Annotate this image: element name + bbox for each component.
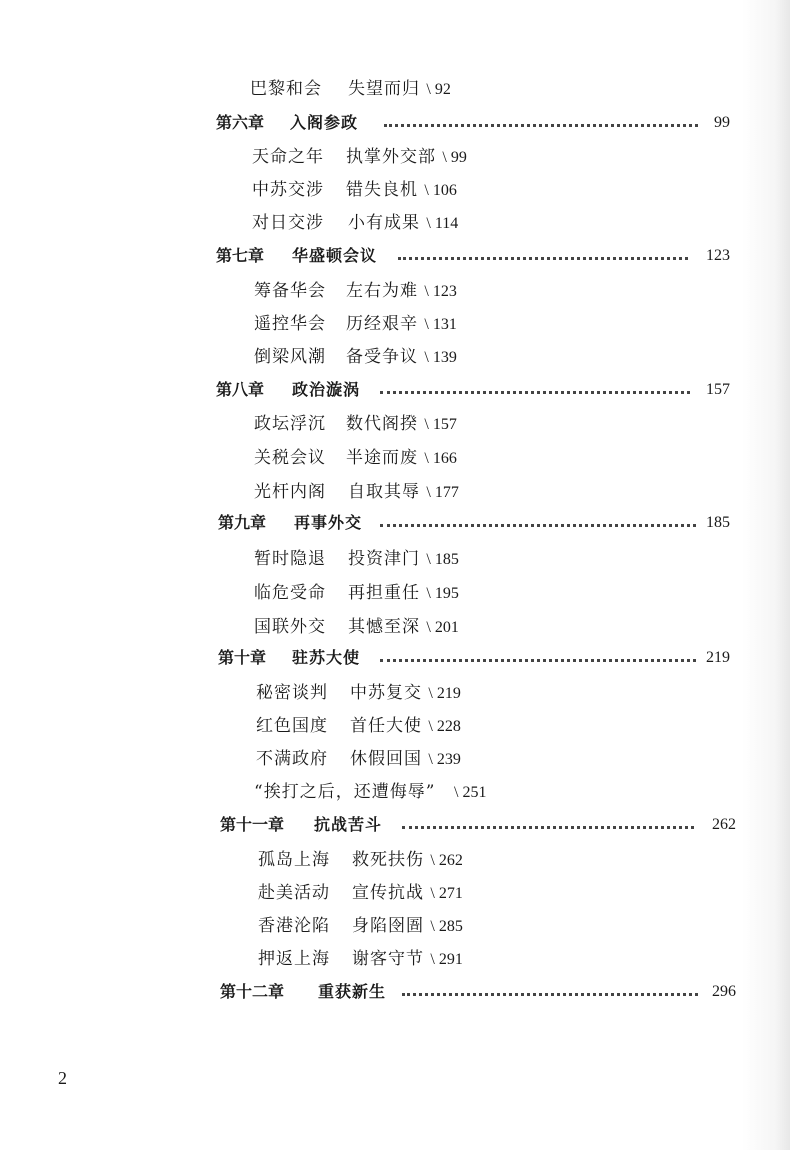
toc-chapter-row [0, 643, 790, 673]
section-title: 不满政府 [256, 749, 328, 769]
toc-section-row [0, 711, 790, 741]
section-page: \ 285 [430, 918, 463, 935]
section-title: 红色国度 [256, 716, 328, 736]
section-subtitle: 备受争议 \ 139 [346, 347, 457, 367]
chapter-label: 第七章 [216, 246, 265, 265]
section-title: 倒梁风潮 [254, 347, 326, 367]
chapter-title: 驻苏大使 [292, 648, 361, 667]
section-title: 天命之年 [252, 147, 324, 167]
section-page: \ 106 [424, 182, 457, 199]
section-subtitle: 再担重任 \ 195 [348, 583, 459, 603]
chapter-label: 第九章 [218, 513, 267, 532]
section-subtitle: 错失良机 \ 106 [346, 180, 457, 200]
chapter-title: 华盛顿会议 [292, 246, 378, 265]
toc-section-row [0, 944, 790, 974]
section-page: \ 131 [424, 316, 457, 333]
toc-section-row [0, 175, 790, 205]
chapter-title: 入阁参政 [290, 113, 359, 132]
chapter-title: 再事外交 [294, 513, 363, 532]
section-title: 遥控华会 [254, 314, 326, 334]
section-page: \ 271 [430, 885, 463, 902]
section-page: \ 114 [426, 215, 459, 232]
section-subtitle: 执掌外交部 \ 99 [346, 147, 467, 167]
toc-section-row [0, 678, 790, 708]
section-page: \ 92 [426, 81, 451, 98]
section-subtitle: 其憾至深 \ 201 [348, 617, 459, 637]
toc-section-row [0, 578, 790, 608]
section-subtitle: 小有成果 \ 114 [348, 213, 459, 233]
toc-section-row [0, 744, 790, 774]
chapter-label: 第十一章 [220, 815, 285, 834]
section-title: 筹备华会 [254, 281, 326, 301]
section-page: \ 291 [430, 951, 463, 968]
section-title: 香港沦陷 [258, 916, 330, 936]
section-subtitle: 中苏复交 \ 219 [350, 683, 461, 703]
section-subtitle: 救死扶伤 \ 262 [352, 850, 463, 870]
chapter-page: 296 [712, 983, 736, 1000]
chapter-page: 185 [706, 514, 730, 531]
section-subtitle [454, 777, 486, 808]
section-title: 秘密谈判 [256, 683, 328, 703]
section-title: 国联外交 [254, 617, 326, 637]
toc-section-row [0, 911, 790, 941]
section-subtitle: 宣传抗战 \ 271 [352, 883, 463, 903]
toc-chapter-row [0, 241, 790, 271]
dot-leader [380, 391, 690, 394]
chapter-label: 第八章 [216, 380, 265, 399]
section-title: 赴美活动 [258, 883, 330, 903]
toc-chapter-row [0, 977, 790, 1007]
dot-leader [402, 826, 694, 829]
toc-section-row [0, 878, 790, 908]
section-title: 光杆内阁 [254, 482, 326, 502]
section-subtitle: 数代阁揆 \ 157 [346, 414, 457, 434]
section-subtitle: 休假回国 \ 239 [350, 749, 461, 769]
section-subtitle: 谢客守节 \ 291 [352, 949, 463, 969]
chapter-page: 262 [712, 816, 736, 833]
section-title: 临危受命 [254, 583, 326, 603]
section-title: 关税会议 [254, 448, 326, 468]
toc-section-row [0, 777, 790, 807]
section-page: \ 123 [424, 283, 457, 300]
dot-leader [402, 993, 698, 996]
section-title: 孤岛上海 [258, 850, 330, 870]
section-page: \ 251 [454, 784, 487, 801]
section-page: \ 219 [428, 685, 461, 702]
toc-section-row [0, 409, 790, 439]
toc-section-row [0, 276, 790, 306]
section-subtitle: 自取其辱 \ 177 [348, 482, 459, 502]
chapter-page: 157 [706, 381, 730, 398]
section-page: \ 201 [426, 619, 459, 636]
toc-section-row [0, 477, 790, 507]
section-subtitle: 身陷囹圄 \ 285 [352, 916, 463, 936]
chapter-page: 99 [714, 114, 730, 131]
toc-section-row [0, 208, 790, 238]
section-title: 对日交涉 [252, 213, 324, 233]
toc-section-row [0, 342, 790, 372]
section-title: 巴黎和会 [250, 79, 322, 99]
section-title: 押返上海 [258, 949, 330, 969]
section-page: \ 228 [428, 718, 461, 735]
page-number: 2 [58, 1068, 67, 1088]
section-page: \ 99 [442, 149, 467, 166]
section-subtitle: 首任大使 \ 228 [350, 716, 461, 736]
section-page: \ 239 [428, 751, 461, 768]
dot-leader [380, 524, 696, 527]
section-page: \ 177 [426, 484, 459, 501]
dot-leader [384, 124, 698, 127]
section-title: 政坛浮沉 [254, 414, 326, 434]
toc-section-row [0, 443, 790, 473]
section-page: \ 139 [424, 349, 457, 366]
dot-leader [398, 257, 688, 260]
section-subtitle: 投资津门 \ 185 [348, 549, 459, 569]
section-title: 中苏交涉 [252, 180, 324, 200]
section-subtitle: 半途而废 \ 166 [346, 448, 457, 468]
dot-leader [380, 659, 696, 662]
section-page: \ 185 [426, 551, 459, 568]
section-page: \ 166 [424, 450, 457, 467]
toc-section-row [0, 309, 790, 339]
toc-chapter-row [0, 108, 790, 138]
chapter-title: 重获新生 [318, 982, 387, 1001]
toc-section-row [0, 612, 790, 642]
toc-chapter-row [0, 375, 790, 405]
toc-chapter-row [0, 810, 790, 840]
chapter-title: 抗战苦斗 [314, 815, 383, 834]
toc-section-row [0, 544, 790, 574]
toc-section-row [0, 142, 790, 172]
chapter-page: 219 [706, 649, 730, 666]
section-subtitle: 失望而归 \ 92 [348, 79, 451, 99]
section-title: “挨打之后，还遭侮辱” [254, 782, 436, 802]
chapter-label: 第十章 [218, 648, 267, 667]
chapter-title: 政治漩涡 [292, 380, 361, 399]
section-subtitle: 历经艰辛 \ 131 [346, 314, 457, 334]
section-page: \ 195 [426, 585, 459, 602]
chapter-page: 123 [706, 247, 730, 264]
chapter-label: 第十二章 [220, 982, 285, 1001]
toc-chapter-row [0, 508, 790, 538]
section-title: 暂时隐退 [254, 549, 326, 569]
section-subtitle: 左右为难 \ 123 [346, 281, 457, 301]
section-page: \ 157 [424, 416, 457, 433]
toc-section-row [0, 74, 790, 104]
chapter-label: 第六章 [216, 113, 265, 132]
section-page: \ 262 [430, 852, 463, 869]
toc-section-row [0, 845, 790, 875]
